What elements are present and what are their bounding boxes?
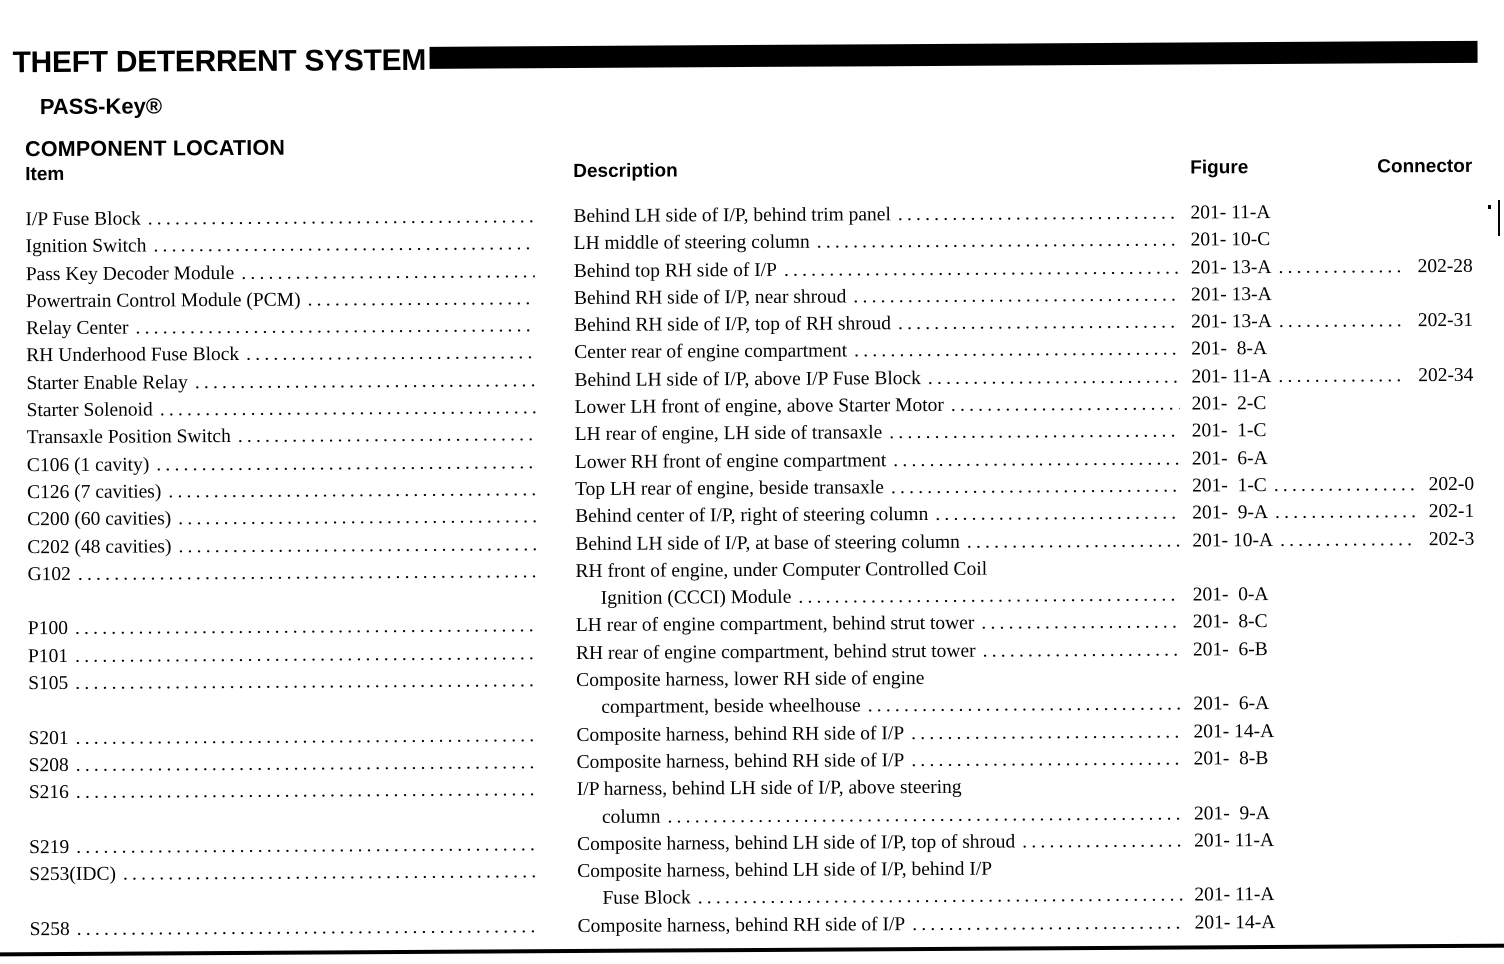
description-text: Top LH rear of engine, beside transaxle	[574, 477, 884, 500]
description-text: I/P harness, behind LH side of I/P, above steering	[576, 777, 962, 801]
figure-cell	[1192, 498, 1474, 527]
figure-cell	[1193, 607, 1475, 636]
dot-leader	[76, 776, 538, 806]
dot-leader	[928, 363, 1180, 392]
item-label: S105	[28, 672, 69, 695]
description-cell	[549, 718, 1193, 749]
dot-leader	[75, 667, 537, 697]
dot-leader	[912, 909, 1182, 938]
dot-leader	[160, 394, 536, 423]
dot-leader	[698, 882, 1183, 912]
bottom-page-rule	[0, 944, 1504, 957]
description-text: Composite harness, lower RH side of engine	[576, 668, 925, 692]
figure-ref: 201- 11-A	[1194, 884, 1275, 906]
connector-ref: 202-34	[1418, 364, 1474, 386]
item-cell	[29, 776, 550, 806]
dot-leader	[951, 391, 1180, 420]
figure-cell	[1193, 689, 1475, 718]
dot-leader	[1274, 471, 1417, 499]
dot-leader	[76, 749, 538, 779]
description-text: Composite harness, behind RH side of I/P	[576, 722, 905, 746]
item-cell	[26, 285, 547, 315]
figure-cell	[1194, 880, 1476, 909]
dot-leader	[854, 336, 1179, 365]
description-text: Behind LH side of I/P, above I/P Fuse Block	[574, 367, 921, 391]
description-text: Composite harness, behind LH side of I/P, behind I/P	[577, 858, 993, 883]
column-header-item: Item	[25, 163, 65, 186]
description-text: Ignition (CCCI) Module	[600, 586, 792, 610]
item-cell	[26, 367, 547, 397]
figure-ref: 201- 14-A	[1193, 720, 1275, 743]
item-cell	[26, 258, 547, 288]
description-cell	[547, 254, 1191, 285]
item-label: Pass Key Decoder Module	[25, 262, 235, 285]
dot-leader	[77, 913, 539, 943]
scan-edge-mark	[1498, 200, 1500, 236]
dot-leader	[1022, 827, 1182, 855]
figure-ref: 201- 9-A	[1192, 502, 1269, 524]
dot-leader	[967, 527, 1181, 556]
figure-cell	[1192, 444, 1474, 473]
dot-leader	[898, 200, 1179, 229]
description-cell	[550, 882, 1194, 913]
dot-leader	[981, 609, 1181, 637]
item-label: I/P Fuse Block	[25, 208, 141, 231]
figure-ref: 201- 13-A	[1191, 311, 1272, 333]
dot-leader	[307, 285, 535, 314]
description-text: Behind RH side of I/P, top of RH shroud	[574, 313, 892, 337]
item-label: P101	[27, 645, 69, 667]
figure-cell	[1192, 471, 1474, 500]
description-cell	[547, 336, 1191, 367]
description-cell	[549, 582, 1193, 613]
dot-leader	[156, 449, 536, 478]
figure-cell	[1191, 389, 1473, 418]
dot-leader	[123, 858, 538, 888]
dot-leader	[891, 473, 1180, 502]
dot-leader	[911, 745, 1181, 774]
item-label: Ignition Switch	[25, 235, 147, 258]
description-text: RH rear of engine compartment, behind strut tower	[575, 640, 976, 664]
item-label: RH Underhood Fuse Block	[26, 344, 240, 367]
item-cell	[28, 722, 549, 752]
item-cell	[26, 340, 547, 370]
dot-leader	[983, 636, 1182, 664]
description-cell	[547, 227, 1191, 258]
scan-edge-dot	[1488, 205, 1491, 209]
item-cell	[28, 667, 549, 697]
item-cell	[29, 749, 550, 779]
figure-cell	[1191, 334, 1473, 363]
description-cell	[546, 199, 1190, 230]
item-cell	[27, 476, 548, 506]
dot-leader	[78, 558, 537, 588]
description-cell	[550, 800, 1194, 831]
figure-ref: 201- 11-A	[1190, 202, 1271, 224]
description-cell	[547, 363, 1191, 394]
figure-cell	[1194, 744, 1476, 773]
description-text: Behind RH side of I/P, near shroud	[573, 286, 847, 309]
item-label: C126 (7 cavities)	[27, 481, 162, 504]
item-label: S258	[29, 918, 70, 940]
description-text: LH rear of engine compartment, behind strut tower	[575, 613, 975, 637]
dot-leader	[148, 203, 535, 233]
figure-ref: 201- 6-A	[1193, 693, 1270, 715]
figure-cell	[1191, 252, 1473, 281]
item-cell	[29, 913, 550, 943]
description-cell	[550, 909, 1194, 940]
item-cell	[29, 823, 550, 826]
description-text: Lower LH front of engine, above Starter Motor	[574, 394, 944, 419]
figure-ref: 201- 9-A	[1193, 802, 1270, 824]
dot-leader	[1278, 362, 1406, 390]
item-label: Relay Center	[26, 317, 129, 340]
item-label: S253(IDC)	[29, 863, 116, 886]
item-label: Transaxle Position Switch	[26, 426, 231, 449]
figure-ref: 201- 14-A	[1194, 911, 1276, 934]
description-cell	[550, 745, 1194, 776]
figure-cell	[1191, 225, 1473, 254]
dot-leader	[178, 504, 536, 533]
description-text: Composite harness, behind RH side of I/P	[577, 913, 906, 937]
item-cell	[27, 503, 548, 533]
description-text: Behind LH side of I/P, at base of steering column	[575, 531, 960, 555]
dot-leader	[195, 367, 536, 396]
item-cell	[27, 422, 548, 452]
item-cell	[27, 558, 548, 588]
section-heading: COMPONENT LOCATION	[25, 135, 286, 162]
item-cell	[28, 604, 549, 607]
figure-ref: 201- 6-A	[1191, 447, 1268, 470]
description-text: Composite harness, behind RH side of I/P	[576, 750, 905, 773]
figure-cell	[1190, 198, 1472, 227]
dot-leader	[1275, 498, 1417, 526]
dot-leader	[1280, 526, 1417, 554]
description-text: Behind top RH side of I/P	[573, 259, 777, 282]
dot-leader	[911, 718, 1181, 747]
dot-leader	[667, 800, 1182, 830]
description-text: Behind LH side of I/P, behind trim panel	[573, 204, 891, 228]
description-text: Center rear of engine compartment	[574, 340, 848, 364]
figure-cell	[1193, 580, 1475, 609]
dot-leader	[153, 231, 534, 260]
figure-cell	[1191, 362, 1473, 391]
page-title: THEFT DETERRENT SYSTEM	[12, 43, 427, 80]
figure-ref: 201- 0-A	[1192, 584, 1269, 606]
dot-leader	[853, 281, 1179, 310]
figure-cell	[1194, 908, 1476, 937]
description-cell	[549, 691, 1193, 722]
figure-cell	[1192, 525, 1474, 554]
connector-ref: 202-1	[1428, 501, 1475, 523]
dot-leader	[241, 258, 535, 287]
figure-ref: 201- 8-C	[1192, 611, 1268, 633]
dot-leader	[889, 418, 1180, 447]
item-label: S208	[28, 754, 69, 777]
dot-leader	[1279, 307, 1406, 335]
figure-ref: 201- 1-C	[1191, 420, 1267, 442]
item-cell	[27, 531, 548, 561]
item-cell	[28, 714, 549, 717]
column-header-figure: Figure	[1190, 157, 1249, 179]
figure-cell	[1193, 716, 1475, 745]
dot-leader	[75, 613, 537, 643]
description-cell	[548, 445, 1192, 476]
component-table-body	[25, 198, 1476, 943]
dot-leader	[817, 227, 1179, 256]
description-text: Lower RH front of engine compartment	[574, 449, 887, 473]
description-text: LH middle of steering column	[573, 231, 810, 255]
description-text: Fuse Block	[602, 887, 691, 910]
dot-leader	[1278, 253, 1405, 281]
item-label: Powertrain Control Module (PCM)	[25, 289, 301, 313]
item-cell	[29, 831, 550, 861]
description-cell	[548, 391, 1192, 422]
description-text: column	[601, 806, 661, 828]
item-label: C200 (60 cavities)	[27, 508, 172, 531]
dot-leader	[75, 640, 537, 670]
item-cell	[29, 858, 550, 888]
dot-leader	[135, 312, 535, 342]
figure-ref: 201- 2-C	[1191, 393, 1267, 415]
dot-leader	[246, 340, 535, 369]
figure-cell	[1194, 826, 1476, 855]
item-label: G102	[27, 563, 71, 586]
item-cell	[29, 905, 550, 908]
figure-cell	[1192, 416, 1474, 445]
description-cell	[548, 472, 1192, 503]
item-label: S201	[28, 727, 69, 749]
figure-cell	[1193, 635, 1475, 664]
dot-leader	[798, 582, 1180, 611]
description-text: compartment, beside wheelhouse	[601, 695, 861, 719]
figure-cell	[1191, 280, 1473, 309]
title-bar-rule	[429, 41, 1477, 69]
dot-leader	[238, 422, 536, 451]
item-label: S219	[29, 836, 70, 858]
dot-leader	[76, 722, 538, 752]
figure-ref: 201- 8-A	[1191, 338, 1268, 360]
connector-ref: 202-0	[1428, 473, 1475, 496]
figure-cell	[1194, 798, 1476, 827]
item-label: P100	[27, 618, 69, 640]
description-cell	[547, 281, 1191, 312]
figure-ref: 201- 11-A	[1194, 829, 1275, 852]
figure-ref: 201- 10-C	[1190, 229, 1271, 251]
description-cell	[548, 418, 1192, 449]
figure-ref: 201- 1-C	[1191, 475, 1267, 497]
item-cell	[26, 312, 547, 342]
figure-ref: 201- 13-A	[1190, 283, 1272, 306]
connector-ref: 202-28	[1417, 255, 1473, 277]
dot-leader	[76, 831, 538, 861]
column-header-description: Description	[573, 160, 678, 183]
connector-ref: 202-31	[1417, 310, 1474, 332]
item-cell	[27, 449, 548, 479]
description-cell	[550, 827, 1194, 858]
dot-leader	[168, 476, 536, 505]
item-cell	[26, 230, 547, 260]
figure-ref: 201- 6-B	[1192, 638, 1268, 661]
description-cell	[547, 309, 1191, 340]
column-header-connector: Connector	[1377, 155, 1473, 178]
item-cell	[28, 613, 549, 643]
figure-ref: 201- 10-A	[1192, 529, 1274, 552]
item-label: Starter Enable Relay	[26, 372, 188, 394]
description-cell	[548, 500, 1192, 531]
item-label: Starter Solenoid	[26, 399, 153, 422]
description-cell	[549, 609, 1193, 640]
subtitle-pass-key: PASS-Key®	[39, 93, 163, 120]
dot-leader	[784, 254, 1179, 284]
dot-leader	[178, 531, 536, 560]
dot-leader	[898, 309, 1179, 338]
item-cell	[27, 394, 548, 424]
figure-ref: 201- 11-A	[1191, 365, 1272, 388]
item-label: S216	[28, 782, 69, 804]
dot-leader	[893, 445, 1180, 474]
description-cell	[549, 636, 1193, 667]
description-text: LH rear of engine, LH side of transaxle	[574, 422, 883, 446]
figure-ref: 201- 13-A	[1190, 256, 1272, 279]
item-cell	[28, 640, 549, 670]
connector-ref: 202-3	[1428, 528, 1475, 550]
description-text: RH front of engine, under Computer Controlled Coil	[575, 558, 988, 582]
item-cell	[25, 203, 546, 233]
description-cell	[548, 527, 1192, 558]
dot-leader	[935, 500, 1180, 529]
item-label: C202 (48 cavities)	[27, 535, 172, 558]
item-label: C106 (1 cavity)	[26, 454, 150, 476]
dot-leader	[868, 691, 1182, 720]
description-text: Behind center of I/P, right of steering column	[575, 504, 929, 528]
figure-cell	[1191, 307, 1473, 336]
description-text: Composite harness, behind LH side of I/P, top of shroud	[577, 831, 1016, 855]
figure-ref: 201- 8-B	[1193, 747, 1269, 770]
